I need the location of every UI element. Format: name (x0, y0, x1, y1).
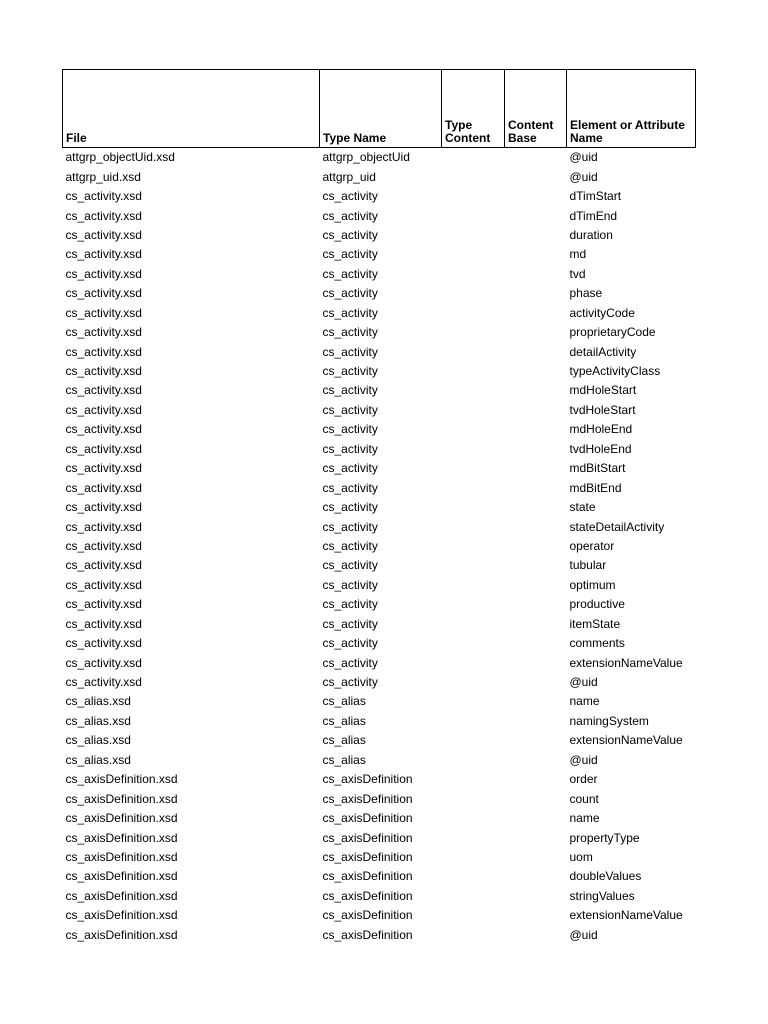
cell-content-base (505, 926, 567, 945)
cell-type-name: cs_activity (322, 189, 378, 204)
cell-element-or-attribute-name: doubleValues (569, 869, 642, 884)
cell-file: attgrp_uid.xsd (65, 169, 141, 184)
cell-file: cs_alias.xsd (65, 694, 131, 709)
cell-file: cs_activity.xsd (65, 325, 142, 340)
cell-file: cs_activity.xsd (65, 266, 142, 281)
cell-content-base (505, 770, 567, 789)
cell-file: cs_axisDefinition.xsd (65, 869, 178, 884)
cell-type-content (442, 381, 505, 400)
cell-element-or-attribute-name: tubular (569, 558, 607, 573)
cell-content-base (505, 323, 567, 342)
cell-type-name: cs_activity (322, 422, 378, 437)
cell-content-base (505, 245, 567, 264)
cell-element-or-attribute-name: mdHoleEnd (569, 422, 633, 437)
cell-type-name: cs_activity (322, 208, 378, 223)
cell-element-or-attribute-name: stringValues (569, 888, 635, 903)
table-row (63, 809, 696, 828)
table-row (63, 576, 696, 595)
cell-type-content (442, 187, 505, 206)
cell-content-base (505, 556, 567, 575)
cell-type-content (442, 478, 505, 497)
table-row (63, 926, 696, 945)
cell-file: cs_activity.xsd (65, 305, 142, 320)
cell-type-name: cs_axisDefinition (322, 849, 413, 864)
cell-file: cs_activity.xsd (65, 208, 142, 223)
cell-type-content (442, 731, 505, 750)
cell-file: cs_axisDefinition.xsd (65, 888, 178, 903)
cell-type-name: cs_activity (322, 538, 378, 553)
cell-content-base (505, 401, 567, 420)
cell-content-base (505, 867, 567, 886)
cell-type-content (442, 653, 505, 672)
cell-element-or-attribute-name: itemState (569, 616, 621, 631)
cell-type-content (442, 517, 505, 536)
cell-file: cs_activity.xsd (65, 616, 142, 631)
cell-element-or-attribute-name: productive (569, 597, 625, 612)
cell-type-content (442, 148, 505, 168)
cell-element-or-attribute-name: mdBitEnd (569, 480, 622, 495)
column-header-file: File (63, 70, 320, 148)
cell-type-content (442, 789, 505, 808)
cell-element-or-attribute-name: extensionNameValue (569, 908, 683, 923)
cell-element-or-attribute-name: extensionNameValue (569, 655, 683, 670)
cell-content-base (505, 459, 567, 478)
cell-type-name: cs_activity (322, 344, 378, 359)
cell-file: cs_activity.xsd (65, 480, 142, 495)
cell-content-base (505, 906, 567, 925)
cell-type-content (442, 809, 505, 828)
cell-content-base (505, 576, 567, 595)
cell-element-or-attribute-name: @uid (569, 675, 598, 690)
table-row (63, 265, 696, 284)
cell-type-name: cs_activity (322, 461, 378, 476)
cell-content-base (505, 673, 567, 692)
table-row (63, 789, 696, 808)
cell-content-base (505, 712, 567, 731)
table-row (63, 537, 696, 556)
cell-file: cs_axisDefinition.xsd (65, 791, 178, 806)
cell-content-base (505, 342, 567, 361)
cell-file: cs_activity.xsd (65, 577, 142, 592)
cell-element-or-attribute-name: activityCode (569, 305, 635, 320)
table-row (63, 381, 696, 400)
cell-type-content (442, 634, 505, 653)
cell-type-content (442, 556, 505, 575)
cell-type-content (442, 206, 505, 225)
cell-type-content (442, 498, 505, 517)
cell-content-base (505, 187, 567, 206)
cell-type-name: cs_activity (322, 655, 378, 670)
table-body (63, 148, 696, 945)
cell-type-name: cs_axisDefinition (322, 811, 413, 826)
cell-element-or-attribute-name: tvdHoleEnd (569, 441, 632, 456)
cell-file: cs_axisDefinition.xsd (65, 908, 178, 923)
cell-type-name: cs_activity (322, 383, 378, 398)
table-row (63, 887, 696, 906)
table-row (63, 556, 696, 575)
cell-content-base (505, 362, 567, 381)
cell-file: cs_activity.xsd (65, 441, 142, 456)
cell-type-name: cs_alias (322, 713, 366, 728)
cell-type-name: cs_axisDefinition (322, 791, 413, 806)
cell-type-content (442, 770, 505, 789)
cell-file: cs_alias.xsd (65, 733, 131, 748)
column-header-content-base: Content Base (505, 70, 567, 148)
table-row (63, 848, 696, 867)
cell-type-name: cs_axisDefinition (322, 830, 413, 845)
cell-element-or-attribute-name: tvdHoleStart (569, 402, 636, 417)
cell-type-name: cs_activity (322, 519, 378, 534)
cell-file: cs_activity.xsd (65, 636, 142, 651)
cell-content-base (505, 653, 567, 672)
cell-type-name: cs_activity (322, 675, 378, 690)
cell-content-base (505, 420, 567, 439)
cell-type-name: cs_activity (322, 286, 378, 301)
cell-file: cs_activity.xsd (65, 500, 142, 515)
cell-element-or-attribute-name: name (569, 811, 600, 826)
cell-file: cs_alias.xsd (65, 752, 131, 767)
table-row (63, 595, 696, 614)
cell-element-or-attribute-name: phase (569, 286, 603, 301)
table-row (63, 770, 696, 789)
table-header (63, 70, 696, 148)
cell-element-or-attribute-name: md (569, 247, 587, 262)
cell-type-content (442, 459, 505, 478)
table-row (63, 440, 696, 459)
cell-type-name: cs_axisDefinition (322, 927, 413, 942)
cell-type-name: cs_activity (322, 325, 378, 340)
schema-element-table (62, 69, 695, 945)
cell-file: cs_activity.xsd (65, 286, 142, 301)
cell-file: cs_activity.xsd (65, 538, 142, 553)
cell-type-content (442, 712, 505, 731)
cell-file: cs_axisDefinition.xsd (65, 772, 178, 787)
cell-element-or-attribute-name: @uid (569, 150, 598, 165)
cell-element-or-attribute-name: dTimEnd (569, 208, 618, 223)
table-row (63, 420, 696, 439)
cell-type-name: cs_activity (322, 247, 378, 262)
cell-type-content (442, 595, 505, 614)
cell-content-base (505, 828, 567, 847)
cell-element-or-attribute-name: order (569, 772, 598, 787)
cell-content-base (505, 206, 567, 225)
cell-content-base (505, 809, 567, 828)
cell-type-content (442, 692, 505, 711)
cell-file: cs_activity.xsd (65, 422, 142, 437)
cell-type-name: attgrp_uid (322, 169, 376, 184)
cell-content-base (505, 634, 567, 653)
cell-content-base (505, 595, 567, 614)
cell-content-base (505, 440, 567, 459)
table-row (63, 712, 696, 731)
cell-content-base (505, 887, 567, 906)
cell-type-content (442, 167, 505, 186)
cell-type-content (442, 401, 505, 420)
cell-type-name: cs_alias (322, 694, 366, 709)
cell-type-name: cs_alias (322, 733, 366, 748)
cell-type-name: cs_alias (322, 752, 366, 767)
cell-file: cs_activity.xsd (65, 519, 142, 534)
cell-element-or-attribute-name: namingSystem (569, 713, 649, 728)
cell-type-name: cs_activity (322, 558, 378, 573)
cell-content-base (505, 751, 567, 770)
cell-file: attgrp_objectUid.xsd (65, 150, 175, 165)
cell-element-or-attribute-name: uom (569, 849, 593, 864)
cell-file: cs_axisDefinition.xsd (65, 927, 178, 942)
table-row (63, 245, 696, 264)
cell-file: cs_activity.xsd (65, 655, 142, 670)
cell-content-base (505, 478, 567, 497)
cell-content-base (505, 381, 567, 400)
cell-type-name: cs_activity (322, 441, 378, 456)
cell-element-or-attribute-name: optimum (569, 577, 616, 592)
cell-type-name: cs_activity (322, 616, 378, 631)
cell-type-content (442, 323, 505, 342)
table-row (63, 731, 696, 750)
cell-type-content (442, 420, 505, 439)
cell-type-name: cs_activity (322, 480, 378, 495)
table-row (63, 517, 696, 536)
cell-type-name: cs_activity (322, 266, 378, 281)
cell-content-base (505, 284, 567, 303)
cell-type-name: cs_activity (322, 305, 378, 320)
header-row (63, 70, 696, 148)
cell-element-or-attribute-name: count (569, 791, 599, 806)
column-header-element-or-attribute-name: Element or Attribute Name (567, 70, 696, 148)
table-row (63, 284, 696, 303)
table-row (63, 206, 696, 225)
cell-type-content (442, 245, 505, 264)
cell-element-or-attribute-name: name (569, 694, 600, 709)
table-row (63, 226, 696, 245)
cell-type-content (442, 537, 505, 556)
table-row (63, 906, 696, 925)
cell-file: cs_activity.xsd (65, 558, 142, 573)
cell-content-base (505, 498, 567, 517)
cell-content-base (505, 789, 567, 808)
cell-file: cs_alias.xsd (65, 713, 131, 728)
cell-type-content (442, 673, 505, 692)
cell-content-base (505, 692, 567, 711)
cell-element-or-attribute-name: propertyType (569, 830, 640, 845)
column-header-type-content: Type Content (442, 70, 505, 148)
table-row (63, 634, 696, 653)
cell-type-content (442, 362, 505, 381)
cell-element-or-attribute-name: state (569, 500, 596, 515)
cell-file: cs_activity.xsd (65, 189, 142, 204)
cell-file: cs_axisDefinition.xsd (65, 811, 178, 826)
cell-element-or-attribute-name: operator (569, 538, 615, 553)
cell-type-content (442, 615, 505, 634)
table-row (63, 362, 696, 381)
cell-content-base (505, 848, 567, 867)
cell-element-or-attribute-name: extensionNameValue (569, 733, 683, 748)
table-row (63, 751, 696, 770)
cell-element-or-attribute-name: @uid (569, 927, 598, 942)
table-row (63, 653, 696, 672)
table-row (63, 304, 696, 323)
cell-element-or-attribute-name: dTimStart (569, 189, 622, 204)
table-row (63, 615, 696, 634)
table-row (63, 167, 696, 186)
table-row (63, 478, 696, 497)
table-row (63, 867, 696, 886)
cell-type-content (442, 867, 505, 886)
cell-file: cs_activity.xsd (65, 461, 142, 476)
cell-type-name: cs_axisDefinition (322, 772, 413, 787)
table-row (63, 498, 696, 517)
table-row (63, 401, 696, 420)
cell-type-name: cs_axisDefinition (322, 908, 413, 923)
cell-type-content (442, 848, 505, 867)
cell-file: cs_activity.xsd (65, 597, 142, 612)
cell-content-base (505, 537, 567, 556)
cell-type-content (442, 906, 505, 925)
cell-content-base (505, 265, 567, 284)
table-row (63, 342, 696, 361)
cell-element-or-attribute-name: duration (569, 227, 613, 242)
cell-type-content (442, 828, 505, 847)
cell-content-base (505, 517, 567, 536)
cell-type-name: cs_activity (322, 577, 378, 592)
cell-file: cs_activity.xsd (65, 227, 142, 242)
cell-element-or-attribute-name: tvd (569, 266, 586, 281)
cell-content-base (505, 731, 567, 750)
cell-type-content (442, 265, 505, 284)
cell-type-name: cs_activity (322, 500, 378, 515)
cell-file: cs_axisDefinition.xsd (65, 849, 178, 864)
cell-element-or-attribute-name: mdBitStart (569, 461, 626, 476)
table-row (63, 323, 696, 342)
cell-element-or-attribute-name: stateDetailActivity (569, 519, 665, 534)
cell-element-or-attribute-name: @uid (569, 169, 598, 184)
cell-file: cs_activity.xsd (65, 402, 142, 417)
cell-file: cs_activity.xsd (65, 344, 142, 359)
cell-content-base (505, 615, 567, 634)
cell-content-base (505, 167, 567, 186)
cell-content-base (505, 304, 567, 323)
cell-type-name: cs_axisDefinition (322, 869, 413, 884)
cell-file: cs_activity.xsd (65, 247, 142, 262)
cell-file: cs_activity.xsd (65, 675, 142, 690)
table-row (63, 828, 696, 847)
cell-type-content (442, 926, 505, 945)
cell-type-name: cs_axisDefinition (322, 888, 413, 903)
cell-type-content (442, 751, 505, 770)
cell-type-name: cs_activity (322, 597, 378, 612)
cell-type-name: cs_activity (322, 402, 378, 417)
cell-type-content (442, 887, 505, 906)
cell-file: cs_axisDefinition.xsd (65, 830, 178, 845)
table-row (63, 673, 696, 692)
table-row (63, 459, 696, 478)
cell-type-name: cs_activity (322, 364, 378, 379)
cell-element-or-attribute-name: @uid (569, 752, 598, 767)
data-table (62, 69, 696, 945)
cell-type-content (442, 440, 505, 459)
cell-type-content (442, 226, 505, 245)
cell-element-or-attribute-name: comments (569, 636, 625, 651)
table-row (63, 187, 696, 206)
cell-type-content (442, 342, 505, 361)
cell-type-name: cs_activity (322, 636, 378, 651)
cell-element-or-attribute-name: mdHoleStart (569, 383, 637, 398)
cell-type-name: attgrp_objectUid (322, 150, 410, 165)
cell-type-content (442, 284, 505, 303)
cell-type-content (442, 304, 505, 323)
cell-file: cs_activity.xsd (65, 383, 142, 398)
table-row (63, 148, 696, 168)
cell-file: cs_activity.xsd (65, 364, 142, 379)
column-header-type-name: Type Name (320, 70, 442, 148)
cell-element-or-attribute-name: proprietaryCode (569, 325, 656, 340)
cell-content-base (505, 226, 567, 245)
cell-type-content (442, 576, 505, 595)
cell-element-or-attribute-name: typeActivityClass (569, 364, 661, 379)
cell-type-name: cs_activity (322, 227, 378, 242)
cell-content-base (505, 148, 567, 168)
cell-element-or-attribute-name: detailActivity (569, 344, 637, 359)
table-row (63, 692, 696, 711)
